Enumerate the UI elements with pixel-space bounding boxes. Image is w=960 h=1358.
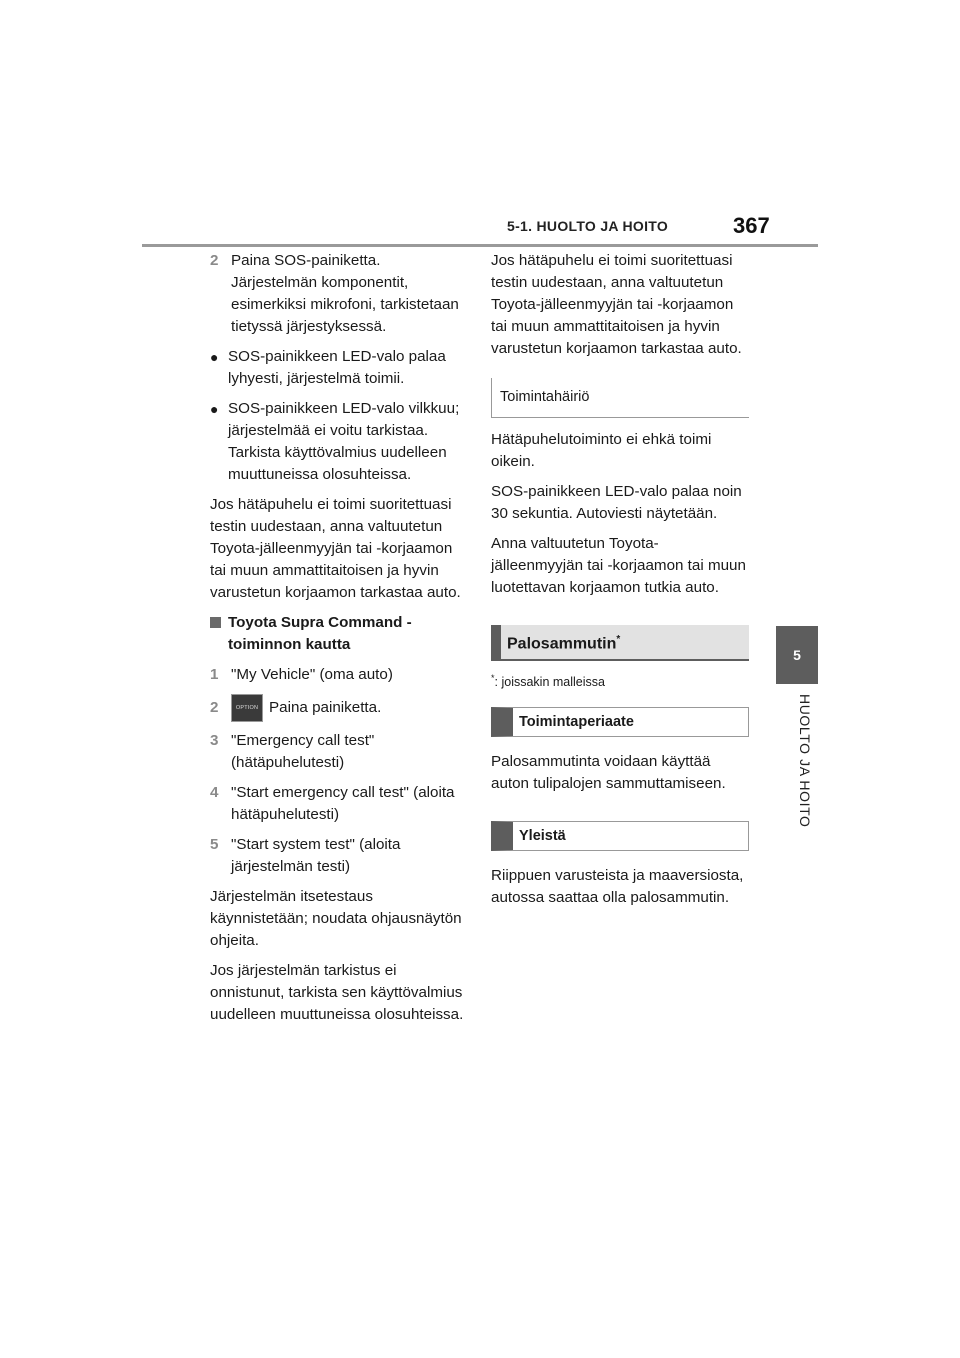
step-number: 4	[210, 784, 219, 801]
step-text: Paina SOS-painiketta. Järjestelmän komponentit, esimerkiksi mikrofoni, tarkistetaan tietyssä järjestyksessä.	[231, 252, 459, 335]
section-heading-text: Palosammutin	[507, 635, 617, 653]
step-number: 5	[210, 836, 219, 853]
subheading-text: Toyota Supra Command -toiminnon kautta	[228, 614, 412, 653]
paragraph: SOS-painikkeen LED-valo palaa noin 30 sekuntia. Autoviesti näytetään.	[491, 483, 742, 522]
subheading	[210, 612, 465, 656]
paragraph: Anna valtuutetun Toyota-jälleenmyyjän tai -korjaamon tai muun luotettavan korjaamon tutkia auto.	[491, 535, 746, 596]
chapter-number: 5	[793, 647, 801, 663]
bullet-text: SOS-painikkeen LED-valo vilkkuu; järjestelmää ei voitu tarkistaa. Tarkista käyttövalmius uudelleen muuttuneissa olosuhteissa.	[228, 400, 460, 483]
paragraph: Palosammutinta voidaan käyttää auton tulipalojen sammuttamiseen.	[491, 753, 726, 793]
footnote	[491, 667, 749, 693]
chapter-tab[interactable]	[776, 626, 818, 684]
step-1	[210, 664, 465, 686]
step-number: 3	[210, 732, 219, 749]
bullet-item	[210, 346, 465, 390]
right-column	[491, 250, 749, 917]
page-number: 367	[733, 213, 770, 238]
bullet-item	[210, 398, 465, 486]
general-heading: Yleistä	[491, 821, 749, 851]
step-4	[210, 782, 465, 826]
left-column	[210, 250, 465, 1034]
header-section-title: 5-1. HUOLTO JA HOITO	[507, 218, 669, 234]
bullet-dot-icon: ●	[210, 349, 219, 365]
paragraph: Jos järjestelmän tarkistus ei onnistunut, tarkista sen käyttövalmius uudelleen muuttuneissa olosuhteissa.	[210, 962, 464, 1023]
step-text: "My Vehicle" (oma auto)	[231, 666, 393, 683]
step-3	[210, 730, 465, 774]
bullet-dot-icon: ●	[210, 401, 219, 417]
footnote-text: : joissakin malleissa	[494, 675, 605, 690]
step-text: "Start system test" (aloita järjestelmän testi)	[231, 836, 401, 875]
paragraph: Jos hätäpuhelu ei toimi suoritettuasi testin uudestaan, anna valtuutetun Toyota-jälleenmyyjän tai -korjaamon tai muun ammattitaitoisen ja hyvin varustetun korjaamon tarkastaa auto.	[210, 496, 461, 601]
step-5	[210, 834, 465, 878]
chapter-title: HUOLTO JA HOITO	[797, 694, 813, 828]
footnote-asterisk: *	[491, 673, 495, 684]
section-heading-fire-extinguisher	[491, 625, 749, 661]
step-number: 2	[210, 252, 219, 269]
header-divider	[142, 244, 818, 247]
step-text: Paina painiketta.	[269, 699, 382, 717]
section-asterisk: *	[616, 634, 621, 645]
principle-heading: Toimintaperiaate	[491, 707, 749, 737]
paragraph: Riippuen varusteista ja maaversiosta, autossa saattaa olla palosammutin.	[491, 867, 744, 907]
step-2-sos	[210, 250, 465, 338]
step-text: "Emergency call test" (hätäpuhelutesti)	[231, 732, 375, 771]
paragraph: Hätäpuhelutoiminto ei ehkä toimi oikein.	[491, 431, 712, 470]
step-text: "Start emergency call test" (aloita hätäpuhelutesti)	[231, 784, 455, 823]
square-bullet-icon	[210, 612, 228, 656]
bullet-text: SOS-painikkeen LED-valo palaa lyhyesti, järjestelmä toimii.	[228, 348, 446, 387]
paragraph: Järjestelmän itsetestaus käynnistetään; noudata ohjausnäytön ohjeita.	[210, 888, 462, 949]
step-number: 1	[210, 666, 219, 683]
paragraph: Jos hätäpuhelu ei toimi suoritettuasi testin uudestaan, anna valtuutetun Toyota-jälleenmyyjän tai -korjaamon tai muun ammattitaitoisen ja hyvin varustetun korjaamon tarkastaa auto.	[491, 252, 742, 357]
option-button-icon: OPTION	[231, 694, 263, 722]
malfunction-heading: Toimintahäiriö	[491, 378, 749, 418]
step-number: 2	[210, 699, 219, 716]
step-2	[210, 694, 465, 722]
